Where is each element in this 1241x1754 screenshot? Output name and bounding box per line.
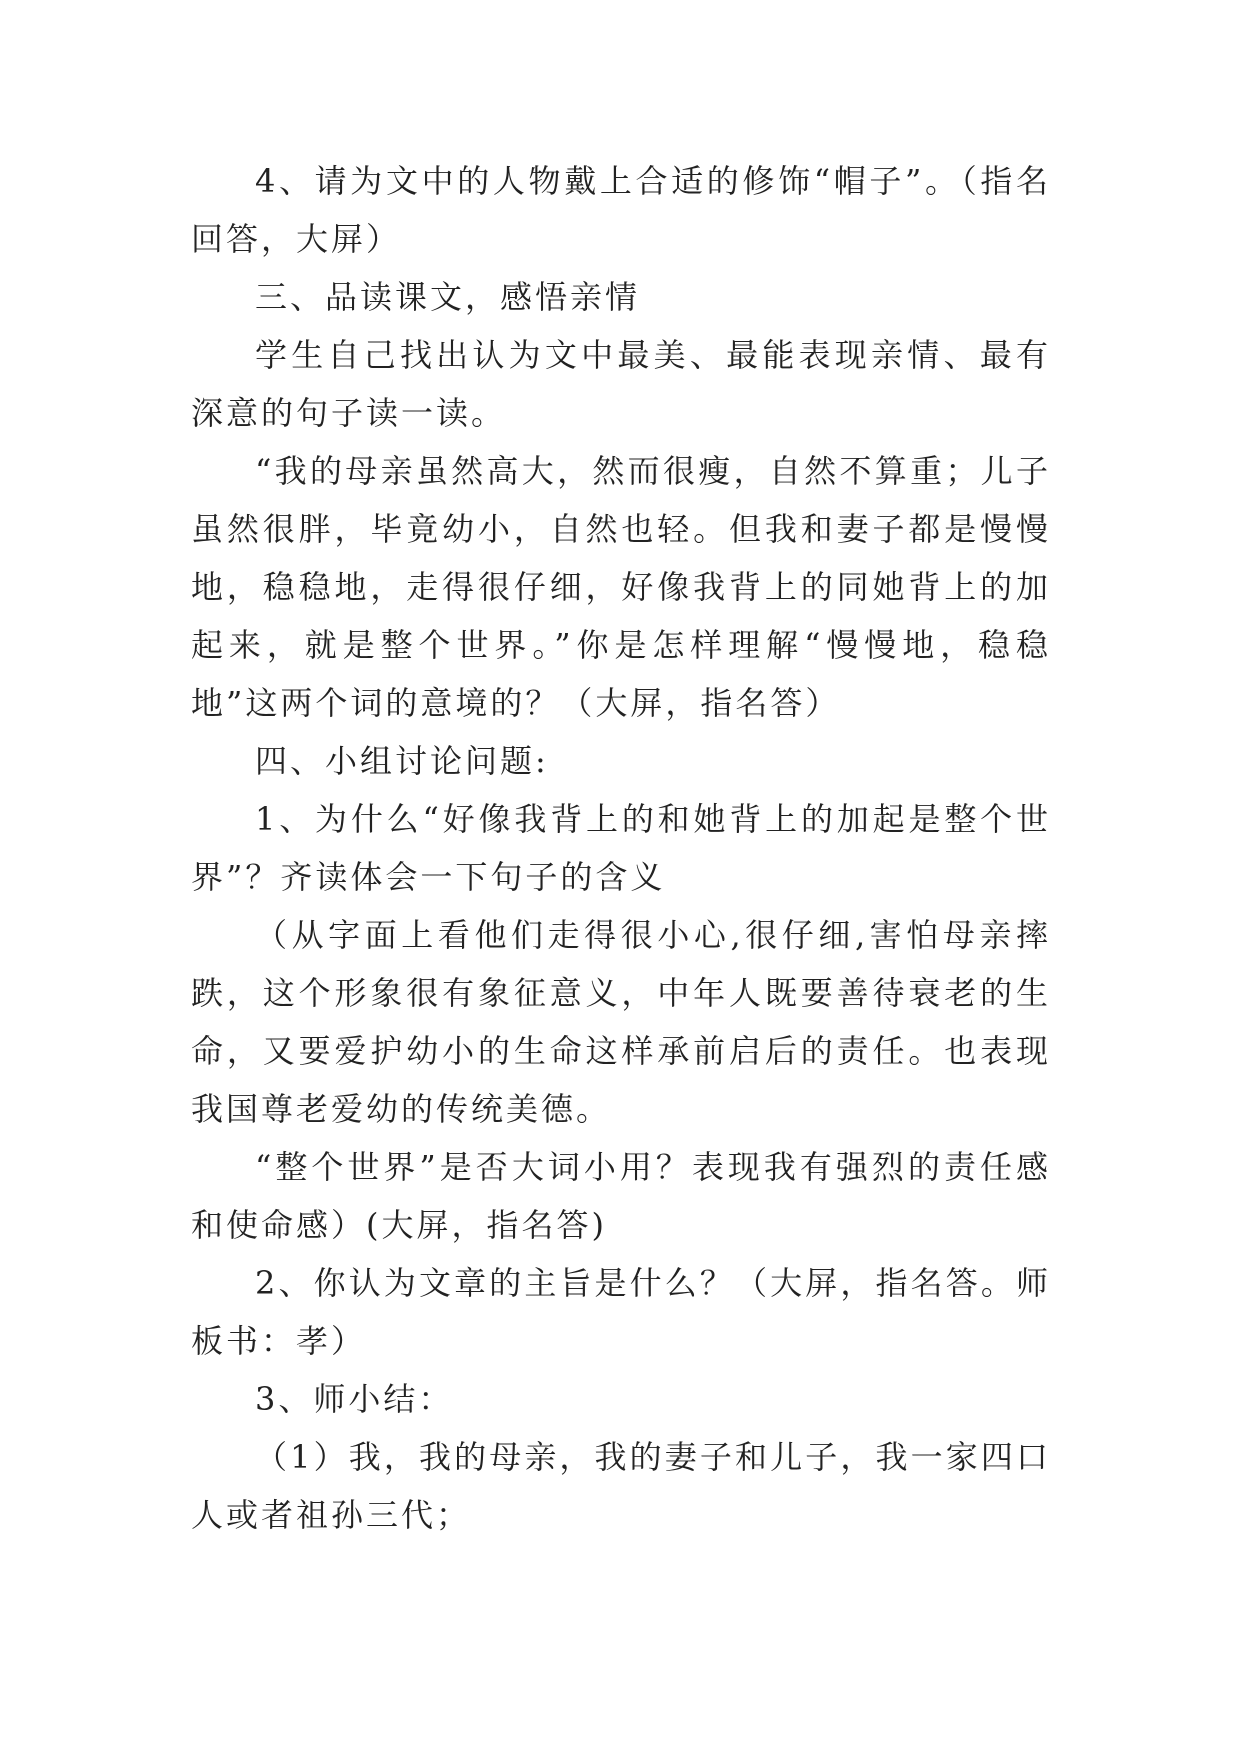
paragraph-explanation: （从字面上看他们走得很小心,很仔细,害怕母亲摔跌，这个形象很有象征意义，中年人既要善待衰老的生命，又要爱护幼小的生命这样承前启后的责任。也表现我国尊老爱幼的传统美德。 <box>191 916 1051 1128</box>
paragraph-discussion-1: 1、为什么“好像我背上的和她背上的加起是整个世界”？齐读体会一下句子的含义 <box>191 800 1051 896</box>
paragraph-summary-heading: 3、师小结： <box>255 1380 454 1418</box>
paragraph-quote: “我的母亲虽然高大，然而很瘦，自然不算重；儿子虽然很胖，毕竟幼小，自然也轻。但我和妻子都是慢慢地，稳稳地，走得很仔细，好像我背上的同她背上的加起来，就是整个世界。”你是怎样理解“慢慢地，稳稳地”这两个词的意境的？（大屏，指名答） <box>191 452 1051 722</box>
section-heading-3: 三、品读课文，感悟亲情 <box>255 278 641 316</box>
paragraph-summary-1: （1）我，我的母亲，我的妻子和儿子，我一家四口人或者祖孙三代； <box>191 1438 1051 1534</box>
paragraph-reading-task: 学生自己找出认为文中最美、最能表现亲情、最有深意的句子读一读。 <box>191 336 1051 432</box>
paragraph-discussion-2: 2、你认为文章的主旨是什么？（大屏，指名答。师板书：孝） <box>191 1264 1051 1360</box>
document-body <box>191 152 1051 1544</box>
section-heading-4: 四、小组讨论问题: <box>255 742 549 780</box>
paragraph-question-4: 4、请为文中的人物戴上合适的修饰“帽子”。（指名回答，大屏） <box>191 162 1051 258</box>
paragraph-whole-world: “整个世界”是否大词小用？表现我有强烈的责任感和使命感）(大屏，指名答) <box>191 1148 1051 1244</box>
